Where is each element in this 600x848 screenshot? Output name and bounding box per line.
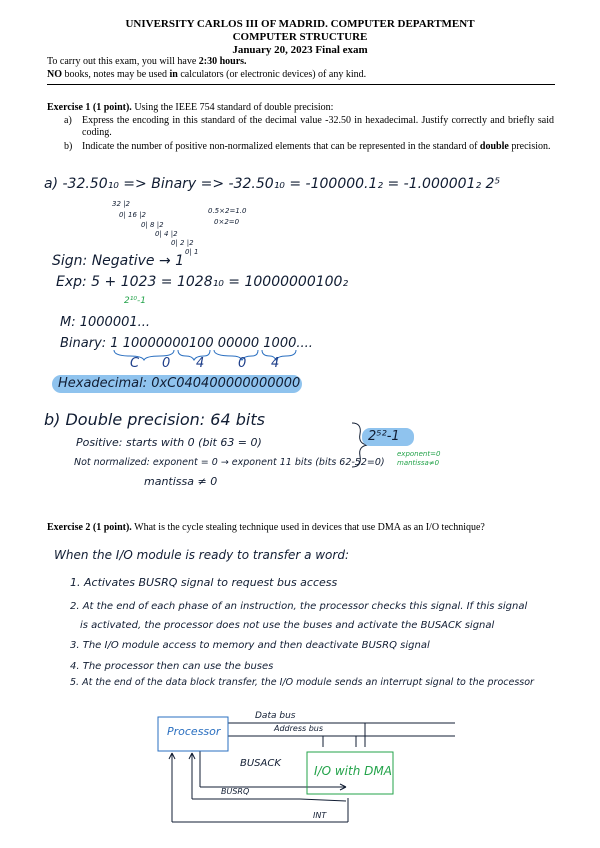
bias-note: 2¹⁰-1 [124, 296, 146, 306]
result-note-exponent: exponent=0 [397, 450, 441, 458]
header-divider [47, 84, 555, 85]
item-a-text: Express the encoding in this standard of the decimal value -32.50 in hexadecimal. Justify correctly and briefly said coding. [82, 115, 554, 138]
item-b-text: Indicate the number of positive non-normalized elements that can be represented in the standard of double precision. [82, 141, 551, 152]
mantissa-line: M: 1000001... [60, 315, 151, 330]
time-instruction: To carry out this exam, you will have 2:30 hours. [47, 56, 247, 67]
hex-digit-4a: 4 [196, 356, 205, 371]
step-3: 3. The I/O module access to memory and then deactivate BUSRQ signal [70, 640, 430, 651]
materials-instruction: NO books, notes may be used in calculators (or electronic devices) of any kind. [47, 69, 367, 80]
answer-2-intro: When the I/O module is ready to transfer a word: [54, 548, 349, 562]
answer-b-title: b) Double precision: 64 bits [44, 410, 265, 429]
division-step-1: 0| 1 [185, 248, 199, 256]
hex-digit-4b: 4 [271, 356, 280, 371]
exercise-1-statement: Exercise 1 (1 point). Using the IEEE 754 standard of double precision: [47, 102, 334, 113]
int-label: INT [313, 811, 327, 820]
result-note-mantissa: mantissa≠0 [397, 459, 440, 467]
step-2-line-1: 2. At the end of each phase of an instruction, the processor checks this signal. If this signal [70, 601, 528, 612]
busrq-label: BUSRQ [221, 787, 250, 796]
course-title: COMPUTER STRUCTURE [232, 31, 368, 43]
step-2-line-2: is activated, the processor does not use the buses and activate the BUSACK signal [80, 620, 495, 631]
busack-label: BUSACK [240, 758, 281, 769]
division-step-2: 0| 2 |2 [171, 239, 194, 247]
processor-label: Processor [167, 725, 221, 738]
answer-a-conversion: a) -32.50₁₀ => Binary => -32.50₁₀ = -100000.1₂ = -1.000001₂ 2⁵ [44, 176, 501, 192]
binary-encoding-line: Binary: 1 10000000100 00000 1000.... [60, 336, 313, 351]
hex-digit-0b: 0 [238, 356, 247, 371]
exponent-line: Exp: 5 + 1023 = 1028₁₀ = 10000000100₂ [56, 274, 349, 290]
division-step-32: 32 |2 [112, 200, 130, 208]
division-step-4: 0| 4 |2 [155, 230, 178, 238]
result-value: 2⁵²-1 [368, 429, 400, 444]
mantissa-condition: mantissa ≠ 0 [144, 475, 218, 488]
exercise-2-statement: Exercise 2 (1 point). What is the cycle stealing technique used in devices that use DMA as an I/O technique? [47, 522, 485, 533]
item-a-marker: a) [64, 115, 72, 126]
fraction-step-1: 0.5×2=1.0 [208, 207, 247, 215]
hexadecimal-result: Hexadecimal: 0xC040400000000000 [58, 376, 301, 391]
step-1: 1. Activates BUSRQ signal to request bus access [70, 576, 338, 589]
io-dma-label: I/O with DMA [314, 764, 392, 778]
not-normalized-condition: Not normalized: exponent = 0 → exponent 11 bits (bits 62-52=0) [74, 457, 385, 468]
division-step-16: 0| 16 |2 [119, 211, 146, 219]
sign-line: Sign: Negative → 1 [52, 253, 185, 269]
address-bus-label: Address bus [274, 724, 324, 733]
university-header: UNIVERSITY CARLOS III OF MADRID. COMPUTER DEPARTMENT [125, 18, 475, 30]
hex-digit-c: C [130, 356, 140, 371]
item-b-marker: b) [64, 141, 73, 152]
division-step-8: 0| 8 |2 [141, 221, 164, 229]
step-4: 4. The processor then can use the buses [70, 661, 274, 672]
exam-date: January 20, 2023 Final exam [232, 44, 368, 56]
fraction-step-2: 0×2=0 [214, 218, 240, 226]
hex-digit-0a: 0 [162, 356, 171, 371]
data-bus-label: Data bus [255, 711, 296, 721]
positive-condition: Positive: starts with 0 (bit 63 = 0) [76, 436, 262, 449]
step-5: 5. At the end of the data block transfer, the I/O module sends an interrupt signal to the processor [70, 677, 534, 688]
